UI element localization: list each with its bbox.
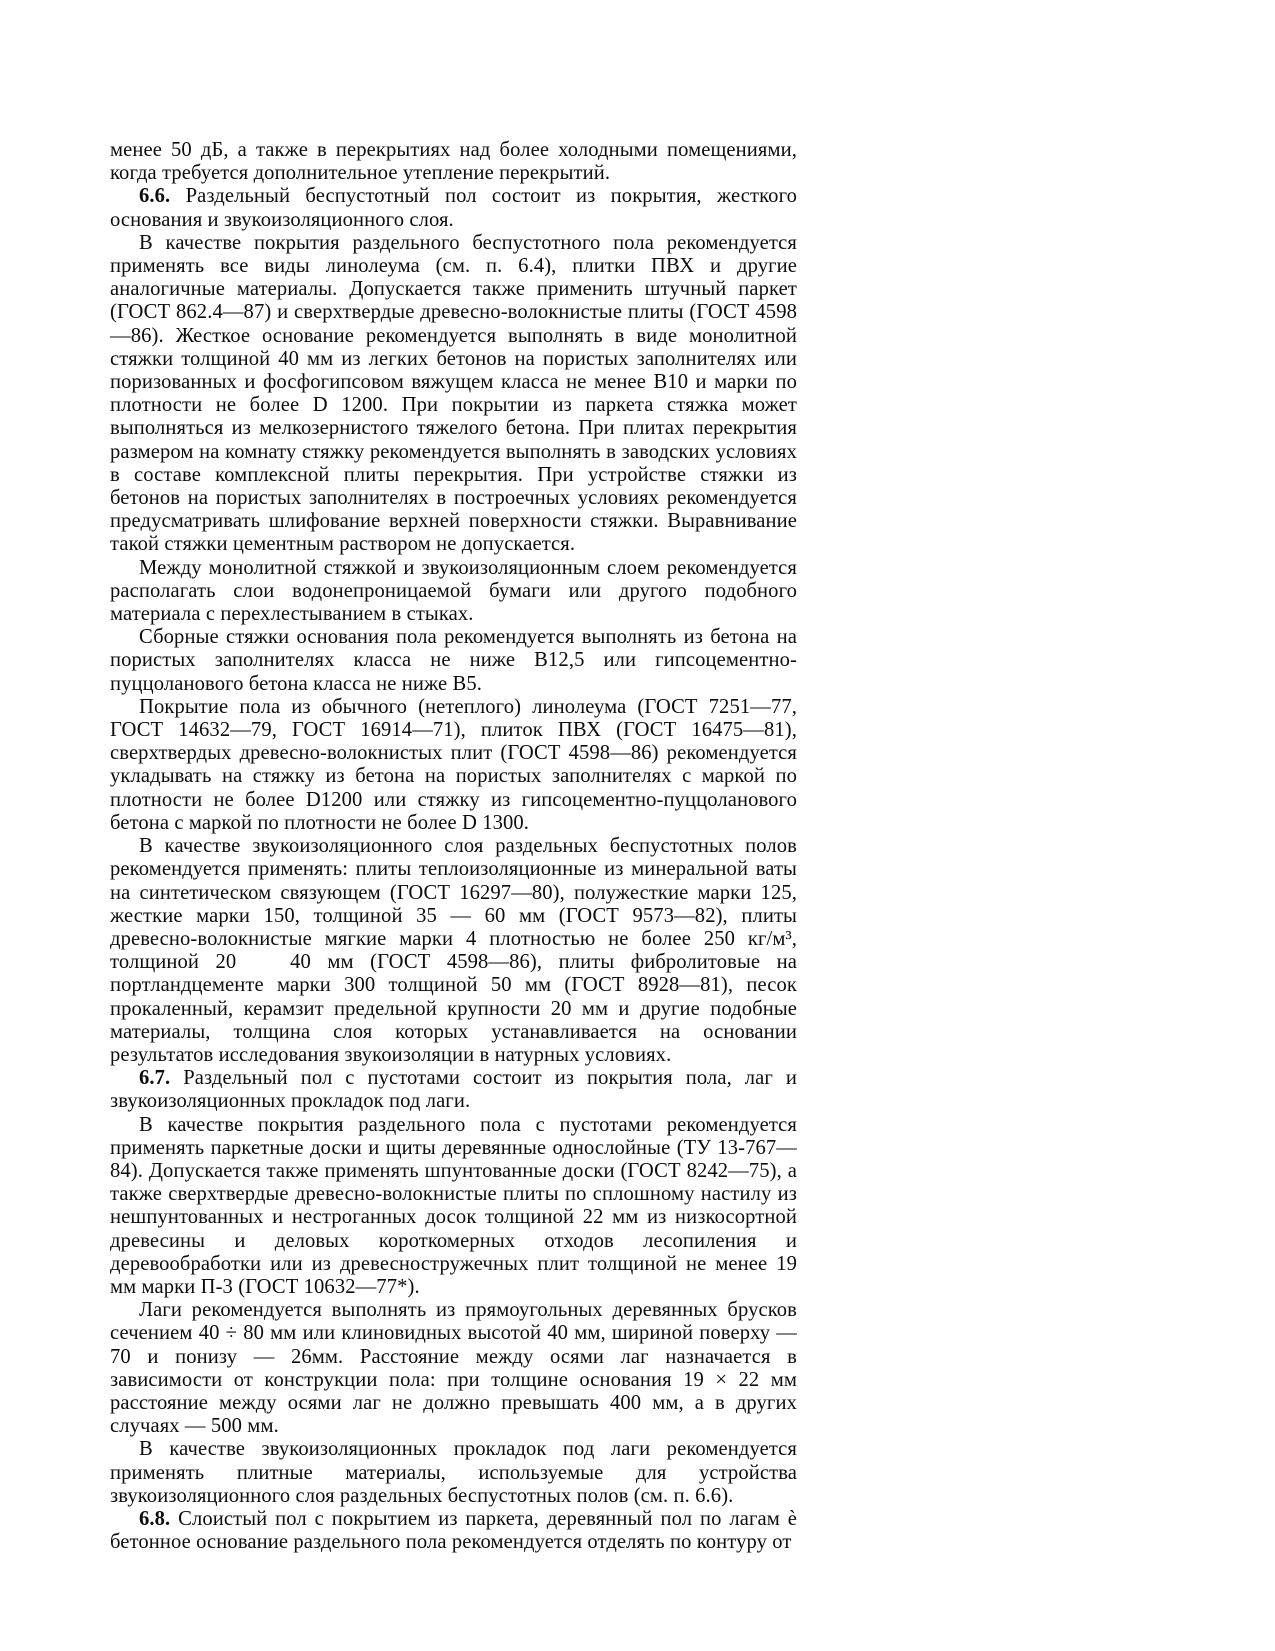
paragraph-text: менее 50 дБ, а также в перекрытиях над более холодными помещениями, когда требуется дополнительное утепление перекрытий. xyxy=(110,139,797,185)
paragraph xyxy=(110,139,797,185)
section-number: 6.7. xyxy=(139,1067,184,1090)
paragraph-text: Лаги рекомендуется выполнять из прямоугольных деревянных брусков сечением 40 ÷ 80 мм или клиновидных высотой 40 мм, шириной поверху — 70 и понизу — 26мм. Расстояние между осями лаг назначается в зависимости от конструкции пола: при толщине основания 19 × 22 мм расстояние между осями лаг не должно превышать 400 мм, а в других случаях — 500 мм. xyxy=(110,1299,797,1438)
paragraph-text: Слоистый пол с покрытием из паркета, деревянный пол по лагам è бетонное основание раздельного пола рекомендуется отделять по контуру от xyxy=(110,1507,798,1554)
paragraph-text: В качестве звукоизоляционных прокладок под лаги рекомендуется применять плитные материалы, используемые для устройства звукоизоляционного слоя раздельных беспустотных полов (см. п. 6.6). xyxy=(110,1438,797,1507)
paragraph-text: Раздельный пол с пустотами состоит из покрытия пола, лаг и звукоизоляционных прокладок под лаги. xyxy=(110,1067,797,1113)
paragraph xyxy=(110,1299,797,1438)
paragraph xyxy=(110,626,797,696)
paragraph-text: Сборные стяжки основания пола рекомендуется выполнять из бетона на пористых заполнителях класса не ниже В12,5 или гипсоцементно-пуццоланового бетона класса не ниже В5. xyxy=(110,626,797,695)
paragraph xyxy=(110,1067,797,1113)
paragraph xyxy=(110,1114,797,1300)
paragraph xyxy=(110,185,797,231)
paragraph xyxy=(110,835,797,1067)
paragraph-text: Раздельный беспустотный пол состоит из покрытия, жесткого основания и звукоизоляционного слоя. xyxy=(110,185,797,231)
paragraph xyxy=(110,696,797,835)
paragraph xyxy=(110,1508,797,1554)
paragraph xyxy=(110,1438,797,1508)
section-number: 6.8. xyxy=(139,1507,179,1530)
paragraph xyxy=(110,557,797,627)
paragraph-text: В качестве звукоизоляционного слоя раздельных беспустотных полов рекомендуется применять: плиты теплоизоляционные из минеральной ваты на синтетическом связующем (ГОСТ 16297—80), полужесткие марки 125, жесткие марки 150, толщиной 35 — 60 мм (ГОСТ 9573—82), плиты древесно-волокнистые мягкие марки 4 плотностью не более 250 кг/м³, толщиной 20 40 мм (ГОСТ 4598—86), плиты фибролитовые на портландцементе марки 300 толщиной 50 мм (ГОСТ 8928—81), песок прокаленный, керамзит предельной крупности 20 мм и другие подобные материалы, толщина слоя которых устанавливается на основании результатов исследования звукоизоляции в натурных условиях. xyxy=(110,835,797,1066)
paragraph-text: В качестве покрытия раздельного пола с пустотами рекомендуется применять паркетные доски и щиты деревянные однослойные (ТУ 13-767—84). Допускается также применять шпунтованные доски (ГОСТ 8242—75), а также сверхтвердые древесно-волокнистые плиты по сплошному настилу из нешпунтованных и нестроганных досок толщиной 22 мм из низкосортной древесины и деловых короткомерных отходов лесопиления и деревообработки или из древесностружечных плит толщиной не менее 19 мм марки П-3 (ГОСТ 10632—77*). xyxy=(110,1113,797,1298)
paragraph-text: Между монолитной стяжкой и звукоизоляционным слоем рекомендуется располагать слои водонепроницаемой бумаги или другого подобного материала с перехлестыванием в стыках. xyxy=(110,556,797,626)
paragraph-text: В качестве покрытия раздельного беспустотного пола рекомендуется применять все виды линолеума (см. п. 6.4), плитки ПВХ и другие аналогичные материалы. Допускается также применить штучный паркет (ГОСТ 862.4—87) и сверхтвердые древесно-волокнистые плиты (ГОСТ 4598—86). Жесткое основание рекомендуется выполнять в виде монолитной стяжки толщиной 40 мм из легких бетонов на пористых заполнителях или поризованных и фосфогипсовом вяжущем класса не менее В10 и марки по плотности не более D 1200. При покрытии из паркета стяжка может выполняться из мелкозернистого тяжелого бетона. При плитах перекрытия размером на комнату стяжку рекомендуется выполнять в заводских условиях в составе комплексной плиты перекрытия. При устройстве стяжки из бетонов на пористых заполнителях в построечных условиях рекомендуется предусматривать шлифование верхней поверхности стяжки. Выравнивание такой стяжки цементным раствором не допускается. xyxy=(110,231,797,556)
paragraph xyxy=(110,232,797,557)
text-column xyxy=(110,139,797,1554)
paragraph-text: Покрытие пола из обычного (нетеплого) линолеума (ГОСТ 7251—77, ГОСТ 14632—79, ГОСТ 16914—71), плиток ПВХ (ГОСТ 16475—81), сверхтвердых древесно-волокнистых плит (ГОСТ 4598—86) рекомендуется укладывать на стяжку из бетона на пористых заполнителях с маркой по плотности не более D1200 или стяжку из гипсоцементно-пуццоланового бетона с маркой по плотности не более D 1300. xyxy=(110,695,797,834)
section-number: 6.6. xyxy=(139,185,186,208)
